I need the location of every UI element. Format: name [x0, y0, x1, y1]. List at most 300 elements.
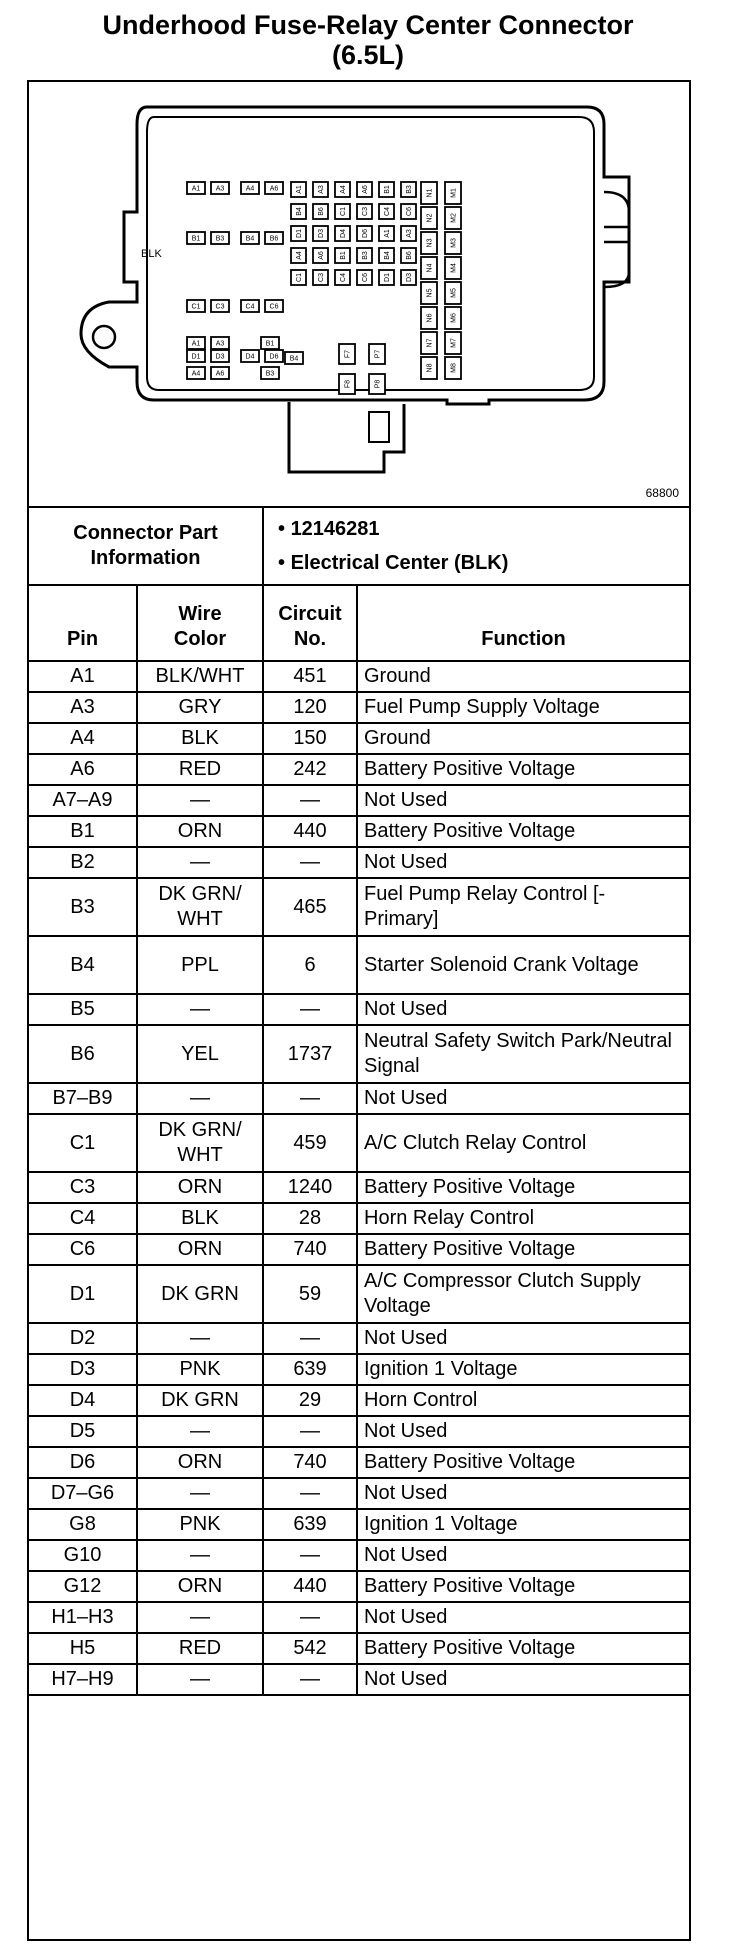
wire-color-cell: — — [137, 994, 263, 1025]
function-cell: Not Used — [357, 1478, 689, 1509]
table-row — [29, 1509, 689, 1540]
connector-info-row — [29, 507, 689, 585]
wire-color-cell: BLK/WHT — [137, 661, 263, 692]
pin-label: B4 — [296, 207, 303, 216]
circuit-cell: 440 — [263, 816, 357, 847]
pin-cell: B5 — [29, 994, 137, 1025]
pin-label: B1 — [384, 185, 391, 194]
wire-color-cell: DK GRN/ WHT — [137, 1114, 263, 1172]
pin-cell: A4 — [29, 723, 137, 754]
info-label-line1: Connector Part — [73, 522, 218, 544]
pin-label: B3 — [406, 185, 413, 194]
pin-label: A1 — [191, 340, 201, 348]
pin-cavity — [357, 204, 372, 219]
table-row — [29, 1602, 689, 1633]
table-row — [29, 1633, 689, 1664]
pin-cavity — [335, 204, 350, 219]
table-row — [29, 661, 689, 692]
function-cell: Not Used — [357, 785, 689, 816]
function-cell: Not Used — [357, 1083, 689, 1114]
pin-cavity — [335, 248, 350, 263]
pin-label: A1 — [191, 185, 201, 193]
pin-label: B1 — [340, 251, 347, 260]
pin-cavity — [445, 257, 461, 279]
wire-color-cell: BLK — [137, 723, 263, 754]
circuit-header — [263, 585, 357, 661]
pin-label: M3 — [450, 238, 458, 248]
pin-cell: B3 — [29, 878, 137, 936]
pin-label: D6 — [362, 229, 369, 238]
function-cell: Horn Relay Control — [357, 1203, 689, 1234]
pin-cavity — [401, 226, 416, 241]
pin-label: D4 — [340, 229, 347, 238]
pin-cavity — [357, 270, 372, 285]
connector-info-values — [263, 507, 689, 585]
circuit-cell: 150 — [263, 723, 357, 754]
pin-cavity — [379, 226, 394, 241]
pin-cavity — [421, 257, 437, 279]
circuit-cell: 465 — [263, 878, 357, 936]
wire-color-cell: YEL — [137, 1025, 263, 1083]
pin-label: N1 — [426, 188, 434, 198]
pin-label: C6 — [269, 303, 279, 311]
wire-color-cell: ORN — [137, 1571, 263, 1602]
pin-label: M1 — [450, 188, 458, 198]
pin-cell: D4 — [29, 1385, 137, 1416]
wire-color-header-line2: Color — [173, 628, 227, 650]
circuit-cell: — — [263, 1323, 357, 1354]
pin-cavity — [401, 182, 416, 197]
wire-color-cell: ORN — [137, 1447, 263, 1478]
part-number: • 12146281 — [278, 518, 380, 540]
circuit-cell: 29 — [263, 1385, 357, 1416]
circuit-cell: 451 — [263, 661, 357, 692]
circuit-cell: 639 — [263, 1354, 357, 1385]
circuit-header-line1: Circuit — [278, 603, 342, 625]
pinout-table — [29, 506, 689, 1696]
pin-cell: A3 — [29, 692, 137, 723]
wire-color-cell: PNK — [137, 1509, 263, 1540]
circuit-cell: 639 — [263, 1509, 357, 1540]
part-number-value: 12146281 — [290, 518, 380, 540]
pin-cavity — [379, 204, 394, 219]
pin-label: A4 — [191, 370, 201, 378]
pin-label: P8 — [374, 379, 382, 389]
pin-cavity — [313, 270, 328, 285]
pin-label: A3 — [318, 185, 325, 194]
circuit-cell: 459 — [263, 1114, 357, 1172]
pin-cavity — [401, 270, 416, 285]
function-cell: Battery Positive Voltage — [357, 1633, 689, 1664]
pin-cell: A7–A9 — [29, 785, 137, 816]
pin-cavity — [265, 300, 283, 312]
pin-cell: G12 — [29, 1571, 137, 1602]
wire-color-cell: — — [137, 847, 263, 878]
function-cell: Battery Positive Voltage — [357, 1571, 689, 1602]
circuit-cell: — — [263, 1416, 357, 1447]
pin-cavity — [291, 270, 306, 285]
pin-cavity — [421, 357, 437, 379]
pin-label: C3 — [215, 303, 225, 311]
circuit-header-line2: No. — [293, 628, 327, 650]
pin-cell: B2 — [29, 847, 137, 878]
pin-cell: D3 — [29, 1354, 137, 1385]
function-cell: Not Used — [357, 1602, 689, 1633]
pin-label: D3 — [215, 353, 225, 361]
circuit-cell: — — [263, 1664, 357, 1695]
connector-drawing — [29, 82, 689, 506]
pin-label: F8 — [344, 379, 352, 389]
circuit-cell: — — [263, 1602, 357, 1633]
connector-boss-inner — [369, 412, 389, 442]
pin-cavity — [401, 204, 416, 219]
table-row — [29, 1540, 689, 1571]
pin-label: D3 — [318, 229, 325, 238]
circuit-cell: 740 — [263, 1234, 357, 1265]
connector-description: • Electrical Center (BLK) — [278, 552, 509, 574]
pin-label: B1 — [265, 340, 275, 348]
pin-cavity — [339, 374, 355, 394]
pin-cavity — [241, 300, 259, 312]
pin-cell: A1 — [29, 661, 137, 692]
circuit-cell: 120 — [263, 692, 357, 723]
pin-cavity — [265, 182, 283, 194]
pin-cavity — [187, 182, 205, 194]
pin-cell: C1 — [29, 1114, 137, 1172]
pin-cavity — [241, 232, 259, 244]
pin-cavity — [335, 182, 350, 197]
blk-label: BLK — [141, 248, 162, 260]
pin-header: Pin — [29, 585, 137, 661]
pin-label: C1 — [191, 303, 201, 311]
pin-label: B4 — [384, 251, 391, 260]
pin-cell: D1 — [29, 1265, 137, 1323]
pin-label: C3 — [362, 207, 369, 216]
pin-cavity — [357, 248, 372, 263]
pin-cavity — [369, 344, 385, 364]
pin-label: A4 — [245, 185, 255, 193]
pin-label: M6 — [450, 313, 458, 323]
pin-cavity — [265, 350, 283, 362]
function-cell: A/C Compressor Clutch Supply Voltage — [357, 1265, 689, 1323]
pin-label: B4 — [245, 235, 255, 243]
circuit-cell: — — [263, 1083, 357, 1114]
circuit-cell: 242 — [263, 754, 357, 785]
pin-cell: H1–H3 — [29, 1602, 137, 1633]
pin-label: C1 — [296, 273, 303, 282]
wire-color-cell: — — [137, 1540, 263, 1571]
table-row — [29, 847, 689, 878]
pin-label: D6 — [269, 353, 279, 361]
function-cell: Battery Positive Voltage — [357, 1234, 689, 1265]
pin-label: M7 — [450, 338, 458, 348]
pin-cell: C3 — [29, 1172, 137, 1203]
pin-label: B4 — [289, 355, 299, 363]
pin-label: A3 — [215, 340, 225, 348]
pin-label: C3 — [318, 273, 325, 282]
function-cell: Ignition 1 Voltage — [357, 1509, 689, 1540]
pin-cell: A6 — [29, 754, 137, 785]
function-cell: Neutral Safety Switch Park/Neutral Signal — [357, 1025, 689, 1083]
pin-cavity — [369, 374, 385, 394]
pin-label: A4 — [340, 185, 347, 194]
table-row — [29, 1265, 689, 1323]
wire-color-cell: RED — [137, 1633, 263, 1664]
pin-cavity — [211, 367, 229, 379]
pin-label: C6 — [406, 207, 413, 216]
circuit-cell: 1240 — [263, 1172, 357, 1203]
table-row — [29, 1083, 689, 1114]
pin-label: A3 — [215, 185, 225, 193]
table-row — [29, 1025, 689, 1083]
pin-cavity — [187, 350, 205, 362]
wire-color-cell: — — [137, 1478, 263, 1509]
pin-cavity — [313, 182, 328, 197]
pin-label: A3 — [406, 229, 413, 238]
table-row — [29, 994, 689, 1025]
pin-label: P7 — [374, 349, 382, 359]
pin-label: B3 — [265, 370, 275, 378]
table-row — [29, 1478, 689, 1509]
pin-cavity — [445, 357, 461, 379]
function-cell: Ignition 1 Voltage — [357, 1354, 689, 1385]
pin-label: D1 — [296, 229, 303, 238]
pin-label: N8 — [426, 363, 434, 373]
circuit-cell: 1737 — [263, 1025, 357, 1083]
wire-color-cell: — — [137, 1083, 263, 1114]
table-row — [29, 692, 689, 723]
table-row — [29, 1323, 689, 1354]
pin-cavity — [211, 350, 229, 362]
pin-cavity — [445, 307, 461, 329]
pin-cavity — [291, 204, 306, 219]
pin-label: C4 — [340, 273, 347, 282]
table-row — [29, 1354, 689, 1385]
circuit-cell: — — [263, 994, 357, 1025]
pin-cell: B4 — [29, 936, 137, 994]
pin-cavity — [421, 332, 437, 354]
pin-cell: B7–B9 — [29, 1083, 137, 1114]
pin-cavity — [445, 332, 461, 354]
function-cell: Not Used — [357, 1664, 689, 1695]
pin-cavity — [421, 282, 437, 304]
table-row — [29, 723, 689, 754]
mounting-hole — [93, 326, 115, 348]
function-cell: Battery Positive Voltage — [357, 816, 689, 847]
function-cell: Fuel Pump Supply Voltage — [357, 692, 689, 723]
pin-label: N3 — [426, 238, 434, 248]
table-row — [29, 1203, 689, 1234]
pin-cell: B1 — [29, 816, 137, 847]
table-row — [29, 936, 689, 994]
table-row — [29, 1571, 689, 1602]
pin-cavity — [187, 337, 205, 349]
pin-cavity — [211, 337, 229, 349]
table-header-row — [29, 585, 689, 661]
circuit-cell: — — [263, 785, 357, 816]
pin-label: N6 — [426, 313, 434, 323]
pin-cell: D7–G6 — [29, 1478, 137, 1509]
wire-color-cell: DK GRN — [137, 1265, 263, 1323]
wire-color-cell: — — [137, 1416, 263, 1447]
pin-label: N2 — [426, 213, 434, 223]
pin-label: D3 — [406, 273, 413, 282]
title-line: Underhood Fuse-Relay Center Connector — [102, 10, 634, 40]
wire-color-cell: ORN — [137, 816, 263, 847]
wire-color-cell: ORN — [137, 1172, 263, 1203]
pin-label: N4 — [426, 263, 434, 273]
circuit-cell: — — [263, 847, 357, 878]
function-cell: Battery Positive Voltage — [357, 1447, 689, 1478]
pin-label: A6 — [362, 185, 369, 194]
wire-color-cell: RED — [137, 754, 263, 785]
table-row — [29, 1385, 689, 1416]
function-cell: Not Used — [357, 847, 689, 878]
pin-label: A6 — [318, 251, 325, 260]
wire-color-cell: ORN — [137, 1234, 263, 1265]
pin-cavity — [421, 207, 437, 229]
pin-label: F7 — [344, 349, 352, 359]
circuit-cell: 6 — [263, 936, 357, 994]
pin-cavity — [357, 226, 372, 241]
function-cell: Horn Control — [357, 1385, 689, 1416]
wire-color-cell: DK GRN/ WHT — [137, 878, 263, 936]
figure-number: 68800 — [645, 486, 679, 500]
pin-label: C6 — [362, 273, 369, 282]
pin-cavity — [187, 367, 205, 379]
pin-cell: D6 — [29, 1447, 137, 1478]
table-row — [29, 785, 689, 816]
pin-label: D4 — [245, 353, 255, 361]
pin-cell: B6 — [29, 1025, 137, 1083]
pin-cavity — [291, 226, 306, 241]
pin-column-right — [421, 182, 461, 379]
table-row — [29, 1172, 689, 1203]
pin-label: B1 — [191, 235, 201, 243]
pin-cavity — [291, 248, 306, 263]
table-row — [29, 1664, 689, 1695]
pin-lower-group — [339, 344, 385, 394]
subtitle-line: (6.5L) — [331, 40, 404, 70]
pin-cavity — [187, 232, 205, 244]
pin-cavity — [211, 300, 229, 312]
pin-label: M5 — [450, 288, 458, 298]
pin-cavity — [261, 337, 279, 349]
wire-color-header — [137, 585, 263, 661]
pin-cavity — [379, 270, 394, 285]
pin-cavity — [241, 350, 259, 362]
table-row — [29, 1234, 689, 1265]
pin-label: D1 — [384, 273, 391, 282]
pin-cavity — [421, 307, 437, 329]
pin-label: D1 — [191, 353, 201, 361]
pin-label: A1 — [384, 229, 391, 238]
pin-cavity — [379, 248, 394, 263]
pin-label: B6 — [318, 207, 325, 216]
pin-cell: D2 — [29, 1323, 137, 1354]
pin-cavity — [421, 182, 437, 204]
function-cell: Not Used — [357, 1416, 689, 1447]
pin-cavity — [335, 270, 350, 285]
function-cell: Fuel Pump Relay Control [- Primary] — [357, 878, 689, 936]
connector-document — [27, 80, 691, 1941]
circuit-cell: — — [263, 1540, 357, 1571]
pin-label: A6 — [215, 370, 225, 378]
pin-cavity — [285, 352, 303, 364]
pin-label: M4 — [450, 263, 458, 273]
pin-label: C4 — [245, 303, 255, 311]
pin-cavity — [291, 182, 306, 197]
pin-cavity — [421, 232, 437, 254]
pin-label: M8 — [450, 363, 458, 373]
pin-label: N7 — [426, 338, 434, 348]
pin-cell: G8 — [29, 1509, 137, 1540]
pin-cell: C6 — [29, 1234, 137, 1265]
circuit-cell: 542 — [263, 1633, 357, 1664]
circuit-cell: — — [263, 1478, 357, 1509]
connector-info-label — [29, 507, 263, 585]
pin-cavity — [261, 367, 279, 379]
pin-label: B6 — [406, 251, 413, 260]
function-cell: Not Used — [357, 1323, 689, 1354]
wire-color-header-line1: Wire — [178, 603, 222, 625]
pin-label: N5 — [426, 288, 434, 298]
pin-cavity — [379, 182, 394, 197]
function-cell: Ground — [357, 723, 689, 754]
wire-color-cell: PPL — [137, 936, 263, 994]
wire-color-cell: — — [137, 1664, 263, 1695]
pin-cavity — [401, 248, 416, 263]
circuit-cell: 740 — [263, 1447, 357, 1478]
pin-cavity — [211, 182, 229, 194]
connector-diagram — [29, 82, 689, 508]
pin-label: M2 — [450, 213, 458, 223]
table-row — [29, 878, 689, 936]
function-header: Function — [357, 585, 689, 661]
table-row — [29, 754, 689, 785]
pin-cavity — [313, 204, 328, 219]
connector-description-value: Electrical Center (BLK) — [290, 552, 509, 574]
right-tab-bottom — [604, 242, 629, 287]
pin-label: A6 — [269, 185, 279, 193]
pin-cavity — [265, 232, 283, 244]
pin-cell: H5 — [29, 1633, 137, 1664]
function-cell: A/C Clutch Relay Control — [357, 1114, 689, 1172]
info-label-line2: Information — [90, 547, 201, 569]
wire-color-cell: BLK — [137, 1203, 263, 1234]
pin-cell: G10 — [29, 1540, 137, 1571]
circuit-cell: 440 — [263, 1571, 357, 1602]
pin-cavity — [313, 248, 328, 263]
pin-cavity — [339, 344, 355, 364]
circuit-cell: 28 — [263, 1203, 357, 1234]
table-row — [29, 1114, 689, 1172]
function-cell: Not Used — [357, 1540, 689, 1571]
pin-cell: H7–H9 — [29, 1664, 137, 1695]
pin-label: A4 — [296, 251, 303, 260]
function-cell: Not Used — [357, 994, 689, 1025]
wire-color-cell: GRY — [137, 692, 263, 723]
pin-cavity — [445, 232, 461, 254]
wire-color-cell: DK GRN — [137, 1385, 263, 1416]
pin-cavity — [187, 300, 205, 312]
pin-cell: D5 — [29, 1416, 137, 1447]
pin-label: C4 — [384, 207, 391, 216]
wire-color-cell: — — [137, 1323, 263, 1354]
pin-label: B3 — [215, 235, 225, 243]
function-cell: Ground — [357, 661, 689, 692]
pin-cavity — [335, 226, 350, 241]
